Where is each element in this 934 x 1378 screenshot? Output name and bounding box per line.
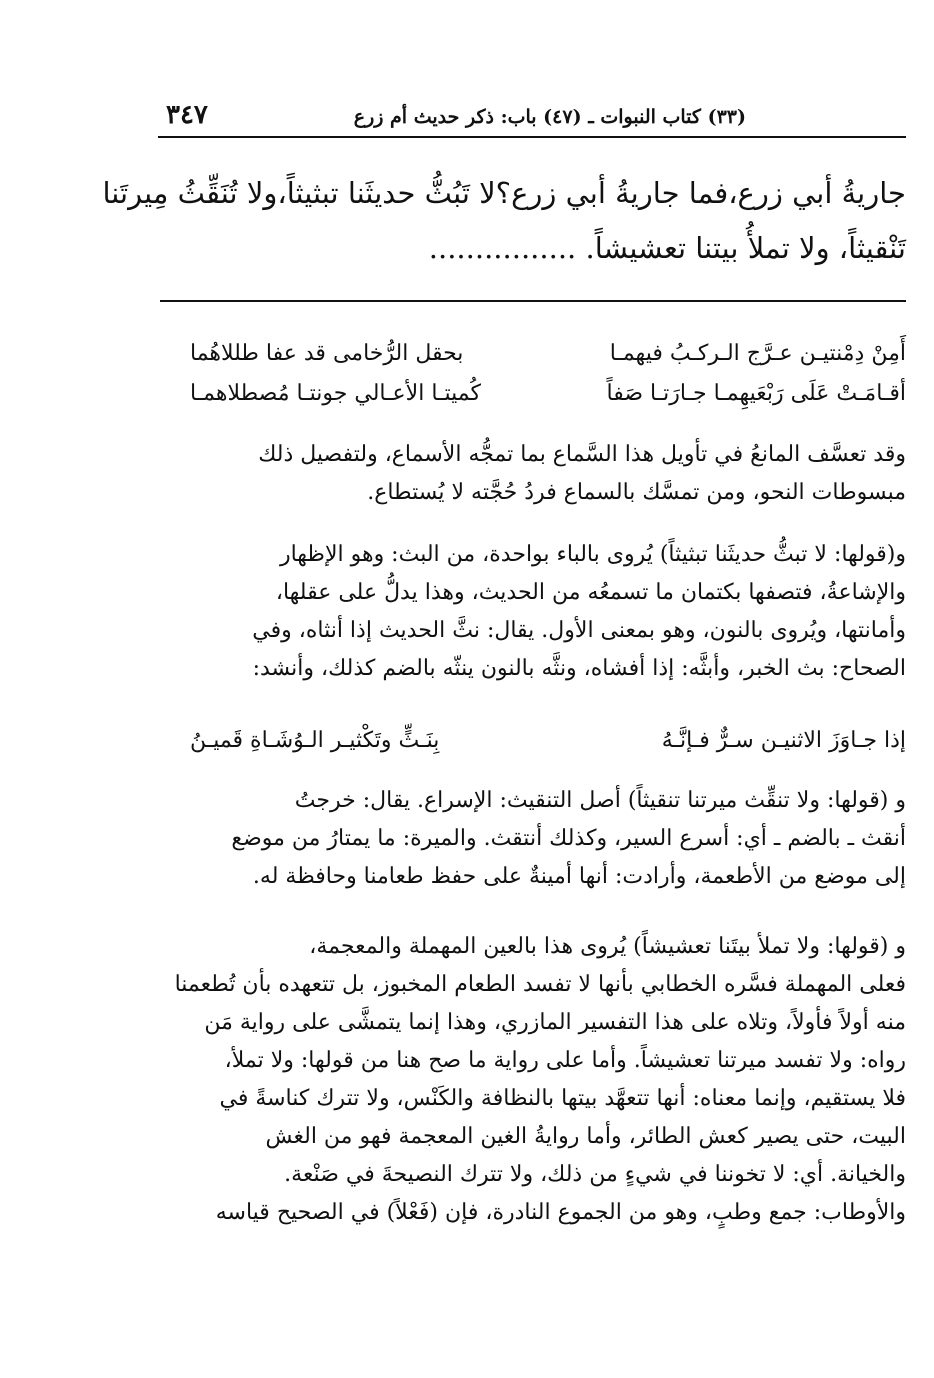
- verse-second-hemistich: بِنَـثٍّ وتَكْثيـر الـوُشَـاةِ قَميـنُ: [190, 728, 440, 753]
- verse-first-hemistich: أَمِنْ دِمْنتيـن عـرَّج الـركـبُ فيهمـا: [609, 341, 906, 366]
- text-line: والخيانة. أي: لا تخوننا في شيءٍ من ذلك، ولا تترك النصيحةَ في صَنْعة.: [284, 1162, 906, 1187]
- text-line: أنقث ـ بالضم ـ أي: أسرع السير، وكذلك أنتقث. والميرة: ما يمتارُ من موضع: [231, 826, 906, 851]
- running-title: (٣٣) كتاب النبوات ـ (٤٧) باب: ذكر حديث أم زرع: [353, 106, 746, 128]
- page-header: [158, 96, 906, 138]
- text-line: فعلى المهملة فسَّره الخطابي بأنها لا تفسد الطعام المخبوز، بل تتعهده بأن تُطعمنا: [174, 972, 906, 997]
- verse-second-hemistich: بحقل الرُّخامى قد عفا طللاهُما: [190, 341, 464, 366]
- verse-first-hemistich: إذا جـاوَزَ الاثنيـن سـرٌّ فـإنَّـهُ: [661, 728, 906, 753]
- text-line: وأمانتها، ويُروى بالنون، وهو بمعنى الأول. يقال: نثَّ الحديث إذا أنثاه، وفي: [252, 618, 906, 643]
- text-line: مبسوطات النحو، ومن تمسَّك بالسماع فردُ حُجَّته لا يُستطاع.: [367, 480, 906, 505]
- text-line: و (قولها: ولا تملأ بيتَنا تعشيشاً) يُروى هذا بالعين المهملة والمعجمة،: [309, 934, 906, 959]
- hadith-line: جاريةُ أبي زرع،فما جاريةُ أبي زرع؟لا تَبُثُّ حديثَنا تبثيثاً،ولا تُنَقِّثُ مِيرتَنا: [102, 176, 906, 210]
- text-line: و (قولها: ولا تنقِّث ميرتنا تنقيثاً) أصل التنقيث: الإسراع. يقال: خرجتُ: [294, 788, 906, 813]
- hadith-text: [102, 166, 906, 276]
- hadith-line-text: تَنْقيثاً، ولا تملأُ بيتنا تعشيشاً.: [585, 231, 906, 265]
- commentary-paragraph: [160, 436, 906, 512]
- verse-line: [160, 381, 906, 421]
- page-number: ٣٤٧: [166, 100, 208, 130]
- text-line: والإشاعةُ، فتصفها بكتمان ما تسمعُه من الحديث، وهذا يدلُّ على عقلها،: [275, 580, 906, 605]
- commentary-paragraph: [160, 928, 906, 1232]
- text-line: فلا يستقيم، وإنما معناه: أنها تتعهَّد بيتها بالنظافة والكَنْس، ولا تترك كناسةً في: [219, 1086, 906, 1111]
- verse-first-hemistich: أقـامَـتْ عَلَى رَبْعَيهِمـا جـارَتـا صَفاً: [606, 381, 906, 406]
- text-line: إلى موضع من الأطعمة، وأرادت: أنها أمينةٌ على حفظ طعامنا وحافظة له.: [252, 864, 906, 889]
- commentary-paragraph: [160, 782, 906, 896]
- ellipsis-dots: ................: [428, 231, 577, 265]
- text-line: البيت، حتى يصير كعش الطائر، وأما روايةُ الغين المعجمة فهو من الغش: [265, 1124, 906, 1149]
- text-line: وقد تعسَّف المانعُ في تأويل هذا السَّماع بما تمجُّه الأسماع، ولتفصيل ذلك: [258, 442, 906, 467]
- text-line: و(قولها: لا تبثُّ حديثَنا تبثيثاً) يُروى بالباء بواحدة، من البث: وهو الإظهار: [279, 542, 906, 567]
- commentary-divider: [160, 300, 906, 302]
- hadith-line: [160, 221, 906, 276]
- verse-second-hemistich: كُميتـا الأعـالي جونتـا مُصطلاهمـا: [190, 381, 481, 406]
- verse-line: [160, 341, 906, 381]
- verse-line: [160, 728, 906, 768]
- commentary-paragraph: [160, 536, 906, 688]
- text-line: والأوطاب: جمع وطبٍ، وهو من الجموع النادرة، فإن (فَعْلاً) في الصحيح قياسه: [215, 1200, 906, 1225]
- text-line: الصحاح: بث الخبر، وأبثَّه: إذا أفشاه، ونثَّه بالنون ينثّه بالضم كذلك، وأنشد:: [252, 656, 906, 681]
- text-line: رواه: ولا تفسد ميرتنا تعشيشاً. وأما على رواية ما صح هنا من قولها: ولا تملأ،: [224, 1048, 906, 1073]
- text-line: منه أولاً فأولاً، وتلاه على هذا التفسير المازري، وهذا إنما يتمشَّى على رواية مَن: [204, 1010, 906, 1035]
